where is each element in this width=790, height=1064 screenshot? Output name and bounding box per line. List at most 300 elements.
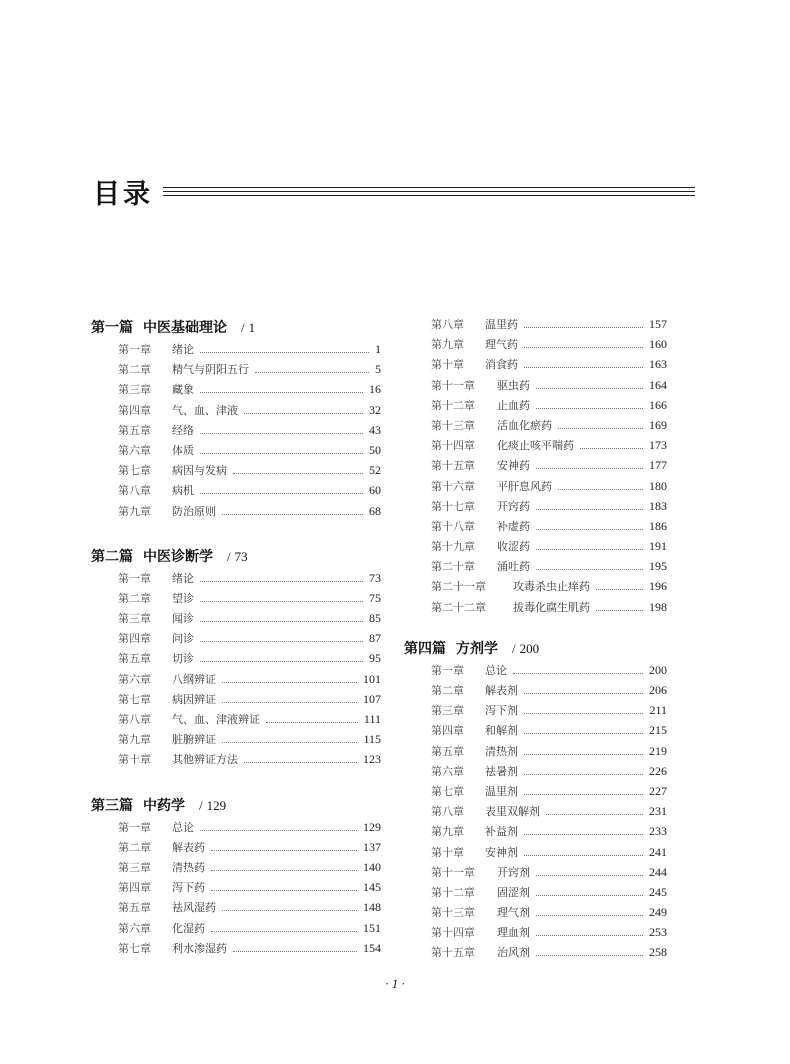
chapter-number: 第九章 <box>431 825 464 839</box>
toc-entry[interactable] <box>405 842 667 862</box>
dot-leader <box>524 774 643 775</box>
chapter-title: 清热剂 <box>485 744 518 758</box>
chapter-title: 活血化瘀药 <box>497 418 552 432</box>
chapter-number: 第十四章 <box>431 926 475 940</box>
dot-leader <box>558 428 643 429</box>
page-ref: 241 <box>649 844 667 859</box>
dot-leader <box>536 408 643 409</box>
page-ref: 177 <box>649 458 667 473</box>
toc-entry[interactable] <box>405 862 667 882</box>
page-ref: 85 <box>369 611 381 626</box>
dot-leader <box>596 589 643 590</box>
dot-leader <box>200 641 363 642</box>
chapter-title: 祛暑剂 <box>485 764 518 778</box>
chapter-number: 第十一章 <box>431 865 475 879</box>
dot-leader <box>244 762 357 763</box>
part-heading[interactable] <box>404 639 667 659</box>
dot-leader <box>524 794 643 795</box>
toc-entry[interactable] <box>405 597 667 617</box>
dot-leader <box>536 549 643 550</box>
chapter-number: 第九章 <box>431 338 464 352</box>
page-ref: 227 <box>649 783 667 798</box>
page-ref: 129 <box>363 819 381 834</box>
dot-leader <box>222 514 363 515</box>
dot-leader <box>255 372 369 373</box>
page-ref: 52 <box>369 463 381 478</box>
chapter-title: 开窍剂 <box>497 865 530 879</box>
part-page-ref: 129 <box>206 797 227 813</box>
dot-leader <box>200 453 363 454</box>
page-ref: 191 <box>649 539 667 554</box>
toc-entry[interactable] <box>405 395 667 415</box>
dot-leader <box>536 468 643 469</box>
toc-entry[interactable] <box>91 689 381 709</box>
chapter-number: 第十三章 <box>431 418 475 432</box>
chapter-title: 绪论 <box>172 343 194 356</box>
page-ref: 16 <box>369 382 381 397</box>
chapter-number: 第七章 <box>118 464 151 478</box>
page-ref: 163 <box>649 357 667 372</box>
dot-leader <box>200 601 363 602</box>
page-ref: 219 <box>649 743 667 758</box>
chapter-number: 第十三章 <box>431 906 475 920</box>
dot-leader <box>536 509 643 510</box>
toc-entry[interactable] <box>405 801 667 821</box>
dot-leader <box>513 673 643 674</box>
chapter-number: 第十五章 <box>431 946 475 960</box>
chapter-title: 总论 <box>485 663 507 677</box>
chapter-title: 八纲辨证 <box>172 672 216 686</box>
dot-leader <box>536 388 643 389</box>
chapter-title: 理血剂 <box>497 926 530 940</box>
toc-entry[interactable] <box>91 420 381 440</box>
page-ref: 60 <box>369 483 381 498</box>
chapter-number: 第十二章 <box>431 398 475 412</box>
chapter-title: 表里双解剂 <box>485 805 540 819</box>
page-ref: 226 <box>649 763 667 778</box>
chapter-title: 望诊 <box>172 591 194 605</box>
chapter-number: 第十六章 <box>431 479 475 493</box>
part-heading[interactable] <box>91 318 381 338</box>
dot-leader <box>200 352 369 353</box>
chapter-title: 和解剂 <box>485 724 518 738</box>
chapter-title: 涌吐药 <box>497 560 530 574</box>
chapter-title: 理气剂 <box>497 906 530 920</box>
chapter-list <box>91 339 381 521</box>
dot-leader <box>558 489 643 490</box>
chapter-title: 治风剂 <box>497 946 530 960</box>
part-title: 中医诊断学 <box>143 549 213 565</box>
page-ref: 258 <box>649 945 667 960</box>
toc-entry[interactable] <box>91 709 381 729</box>
page-ref: 151 <box>363 920 381 935</box>
chapter-number: 第三章 <box>118 612 151 626</box>
toc-entry[interactable] <box>91 588 381 608</box>
chapter-title: 化痰止咳平喘药 <box>497 439 574 453</box>
dot-leader <box>524 327 643 328</box>
chapter-number: 第十章 <box>431 845 464 859</box>
chapter-title: 平肝息风药 <box>497 479 552 493</box>
chapter-number: 第三章 <box>118 383 151 397</box>
chapter-title: 清热药 <box>172 860 205 874</box>
chapter-title: 气、血、津液辨证 <box>172 713 260 726</box>
page-ref: 137 <box>363 839 381 854</box>
page-ref: 186 <box>649 518 667 533</box>
toc-entry[interactable] <box>91 749 381 769</box>
dot-leader <box>211 850 357 851</box>
toc-entry[interactable] <box>405 821 667 841</box>
chapter-number: 第三章 <box>431 704 464 718</box>
chapter-title: 拔毒化腐生肌药 <box>513 600 590 614</box>
chapter-title: 攻毒杀虫止痒药 <box>513 580 590 594</box>
toc-entry[interactable] <box>91 339 381 359</box>
toc-entry[interactable] <box>405 415 667 435</box>
chapter-number: 第八章 <box>431 805 464 819</box>
chapter-number: 第七章 <box>431 784 464 798</box>
toc-entry[interactable] <box>91 568 381 588</box>
chapter-number: 第八章 <box>431 318 464 331</box>
toc-entry[interactable] <box>91 938 381 958</box>
page-ref: 68 <box>369 503 381 518</box>
part-number: 第三篇 <box>91 798 133 814</box>
toc-entry[interactable] <box>91 877 381 897</box>
chapter-title: 利水渗湿药 <box>172 941 227 955</box>
page-ref: 115 <box>363 732 381 747</box>
chapter-number: 第九章 <box>118 733 151 747</box>
chapter-number: 第六章 <box>431 764 464 778</box>
dot-leader <box>266 722 358 723</box>
chapter-title: 脏腑辨证 <box>172 733 216 747</box>
page-ref: 140 <box>363 859 381 874</box>
toc-entry[interactable] <box>91 669 381 689</box>
toc-entry[interactable] <box>91 440 381 460</box>
dot-leader <box>524 693 643 694</box>
page-ref: 1 <box>375 342 381 356</box>
page-ref: 148 <box>363 900 381 915</box>
chapter-number: 第十八章 <box>431 519 475 533</box>
chapter-title: 固涩剂 <box>497 885 530 899</box>
chapter-title: 总论 <box>172 820 194 834</box>
chapter-number: 第十五章 <box>431 459 475 473</box>
chapter-number: 第六章 <box>118 443 151 457</box>
dot-leader <box>211 931 357 932</box>
toc-entry[interactable] <box>91 918 381 938</box>
page-ref: 183 <box>649 498 667 513</box>
chapter-list <box>91 817 381 958</box>
chapter-number: 第一章 <box>431 663 464 677</box>
chapter-number: 第四章 <box>118 881 151 895</box>
chapter-number: 第四章 <box>431 724 464 738</box>
page-ref: 87 <box>369 631 381 646</box>
dot-leader <box>536 569 643 570</box>
chapter-title: 补虚药 <box>497 519 530 533</box>
chapter-title: 安神剂 <box>485 845 518 859</box>
part-heading[interactable] <box>91 796 381 816</box>
dot-leader <box>233 473 363 474</box>
dot-leader <box>222 682 357 683</box>
toc-entry[interactable] <box>405 516 667 536</box>
toc-entry[interactable] <box>91 648 381 668</box>
dot-leader <box>233 951 357 952</box>
toc-entry[interactable] <box>405 761 667 781</box>
chapter-number: 第一章 <box>118 343 151 356</box>
dot-leader <box>596 610 643 611</box>
toc-entry[interactable] <box>91 729 381 749</box>
chapter-title: 解表剂 <box>485 684 518 697</box>
chapter-title: 问诊 <box>172 632 194 646</box>
page-ref: 245 <box>649 884 667 899</box>
part-page-ref: 1 <box>248 320 256 335</box>
chapter-number: 第二章 <box>118 840 151 854</box>
chapter-title: 病因与发病 <box>172 464 227 478</box>
chapter-number: 第二章 <box>118 363 151 377</box>
chapter-title: 理气药 <box>485 338 518 352</box>
page-slash: / <box>512 640 516 656</box>
dot-leader <box>524 855 643 856</box>
chapter-title: 解表药 <box>172 840 205 854</box>
page-ref: 196 <box>649 579 667 594</box>
chapter-number: 第六章 <box>118 921 151 935</box>
dot-leader <box>524 347 643 348</box>
chapter-list <box>91 568 381 770</box>
dot-leader <box>580 448 643 449</box>
dot-leader <box>524 713 643 714</box>
dot-leader <box>536 935 643 936</box>
dot-leader <box>524 367 643 368</box>
dot-leader <box>200 621 363 622</box>
chapter-number: 第七章 <box>118 692 151 706</box>
toc-entry[interactable] <box>405 720 667 740</box>
page-ref: 206 <box>649 683 667 697</box>
chapter-number: 第二十二章 <box>431 600 486 614</box>
dot-leader <box>200 433 363 434</box>
toc-entry[interactable] <box>405 922 667 942</box>
chapter-title: 藏象 <box>172 383 194 397</box>
page-ref: 180 <box>649 478 667 493</box>
toc-entry[interactable] <box>91 460 381 480</box>
toc-entry[interactable] <box>405 781 667 801</box>
toc-entry[interactable] <box>405 902 667 922</box>
page-ref: 164 <box>649 377 667 392</box>
toc-entry[interactable] <box>91 400 381 420</box>
toc-entry[interactable] <box>91 359 381 379</box>
chapter-number: 第八章 <box>118 713 151 726</box>
page-ref: 107 <box>363 691 381 706</box>
chapter-title: 收涩药 <box>497 540 530 554</box>
toc-entry[interactable] <box>91 817 381 837</box>
toc-left-column <box>91 318 381 958</box>
chapter-number: 第二章 <box>431 684 464 697</box>
chapter-title: 驱虫药 <box>497 378 530 392</box>
chapter-number: 第一章 <box>118 571 151 585</box>
chapter-number: 第五章 <box>118 652 151 666</box>
chapter-number: 第一章 <box>118 820 151 834</box>
chapter-title: 绪论 <box>172 571 194 585</box>
toc-entry[interactable] <box>91 857 381 877</box>
dot-leader <box>524 733 643 734</box>
dot-leader <box>211 870 357 871</box>
chapter-number: 第六章 <box>118 672 151 686</box>
page-ref: 95 <box>369 651 381 666</box>
page-ref: 211 <box>649 703 667 718</box>
dot-leader <box>536 955 643 956</box>
chapter-number: 第二十章 <box>431 560 475 574</box>
chapter-title: 防治原则 <box>172 504 216 518</box>
chapter-list <box>405 314 667 617</box>
part-page-ref: 73 <box>234 548 248 564</box>
toc-entry[interactable] <box>405 354 667 374</box>
page-slash: / <box>199 797 203 813</box>
toc-entry[interactable] <box>405 942 667 962</box>
page-ref: 123 <box>363 752 381 767</box>
toc-entry[interactable] <box>405 700 667 720</box>
dot-leader <box>536 895 643 896</box>
page-ref: 101 <box>363 671 381 686</box>
page-ref: 43 <box>369 422 381 437</box>
page-ref: 173 <box>649 438 667 453</box>
chapter-title: 病机 <box>172 484 194 498</box>
chapter-title: 精气与阴阳五行 <box>172 363 249 377</box>
chapter-number: 第五章 <box>431 744 464 758</box>
toc-entry[interactable] <box>405 455 667 475</box>
toc-entry[interactable] <box>91 628 381 648</box>
toc-entry[interactable] <box>91 837 381 857</box>
chapter-title: 祛风湿药 <box>172 901 216 915</box>
page-ref: 111 <box>363 712 381 726</box>
toc-entry[interactable] <box>91 501 381 521</box>
chapter-number: 第四章 <box>118 403 151 417</box>
title-rule <box>163 191 695 192</box>
chapter-title: 其他辨证方法 <box>172 753 238 767</box>
chapter-title: 补益剂 <box>485 825 518 839</box>
toc-entry[interactable] <box>405 375 667 395</box>
part-number: 第二篇 <box>91 549 133 565</box>
page-number: · 1 · <box>385 976 405 991</box>
part-number: 第四篇 <box>404 641 446 657</box>
toc-entry[interactable] <box>405 314 667 334</box>
chapter-title: 经络 <box>172 423 194 437</box>
chapter-number: 第七章 <box>118 941 151 955</box>
chapter-number: 第十七章 <box>431 499 475 513</box>
toc-entry[interactable] <box>91 480 381 500</box>
toc-header <box>93 172 695 212</box>
chapter-number: 第二章 <box>118 591 151 605</box>
chapter-title: 开窍药 <box>497 499 530 513</box>
page-ref: 233 <box>649 824 667 839</box>
chapter-number: 第十一章 <box>431 378 475 392</box>
chapter-title: 体质 <box>172 443 194 457</box>
chapter-title: 消食药 <box>485 358 518 372</box>
chapter-title: 安神药 <box>497 459 530 473</box>
page-ref: 249 <box>649 905 667 920</box>
page-ref: 73 <box>369 570 381 585</box>
dot-leader <box>211 890 357 891</box>
toc-entry[interactable] <box>405 576 667 596</box>
dot-leader <box>536 875 643 876</box>
chapter-title: 闻诊 <box>172 612 194 626</box>
toc-entry[interactable] <box>405 334 667 354</box>
part-number: 第一篇 <box>91 321 133 336</box>
toc-entry[interactable] <box>91 379 381 399</box>
chapter-number: 第九章 <box>118 504 151 518</box>
chapter-number: 第三章 <box>118 860 151 874</box>
dot-leader <box>222 742 357 743</box>
page-ref: 154 <box>363 940 381 955</box>
chapter-title: 病因辨证 <box>172 692 216 706</box>
page-ref: 145 <box>363 880 381 895</box>
toc-entry[interactable] <box>91 897 381 917</box>
page-ref: 215 <box>649 723 667 738</box>
part-title: 中医基础理论 <box>143 321 227 336</box>
title-rule <box>163 195 695 196</box>
chapter-title: 泻下剂 <box>485 704 518 718</box>
toc-entry[interactable] <box>405 741 667 761</box>
chapter-number: 第十九章 <box>431 540 475 554</box>
chapter-number: 第十章 <box>118 753 151 767</box>
page-ref: 244 <box>649 864 667 879</box>
toc-entry[interactable] <box>405 556 667 576</box>
page-ref: 166 <box>649 397 667 412</box>
page-ref: 200 <box>649 662 667 677</box>
dot-leader <box>200 493 363 494</box>
page-slash: / <box>227 548 231 564</box>
dot-leader <box>536 529 643 530</box>
page-ref: 75 <box>369 590 381 605</box>
chapter-number: 第八章 <box>118 484 151 498</box>
chapter-title: 泻下药 <box>172 881 205 895</box>
toc-entry[interactable] <box>405 496 667 516</box>
dot-leader <box>222 910 357 911</box>
toc-right-column <box>405 314 667 963</box>
page-ref: 169 <box>649 417 667 432</box>
page-ref: 160 <box>649 337 667 352</box>
toc-entry[interactable] <box>405 476 667 496</box>
chapter-title: 切诊 <box>172 652 194 666</box>
page-ref: 32 <box>369 402 381 417</box>
chapter-number: 第十章 <box>431 358 464 372</box>
dot-leader <box>524 754 643 755</box>
toc-entry[interactable] <box>405 536 667 556</box>
part-heading[interactable] <box>91 547 381 567</box>
toc-entry[interactable] <box>405 680 667 700</box>
chapter-title: 温里剂 <box>485 784 518 798</box>
toc-entry[interactable] <box>405 435 667 455</box>
dot-leader <box>244 413 363 414</box>
chapter-title: 化湿药 <box>172 921 205 935</box>
chapter-number: 第十四章 <box>431 439 475 453</box>
chapter-title: 气、血、津液 <box>172 403 238 417</box>
dot-leader <box>200 661 363 662</box>
page-ref: 5 <box>375 362 381 377</box>
page-slash: / <box>241 320 245 335</box>
chapter-number: 第二十一章 <box>431 580 486 594</box>
title-rule <box>163 187 695 188</box>
page-title: 目录 <box>93 179 153 210</box>
chapter-number: 第十二章 <box>431 885 475 899</box>
page-ref: 231 <box>649 804 667 819</box>
page-ref: 195 <box>649 559 667 574</box>
toc-entry[interactable] <box>91 608 381 628</box>
part-title: 方剂学 <box>456 641 498 657</box>
chapter-list <box>405 660 667 963</box>
page-ref: 253 <box>649 925 667 940</box>
chapter-title: 温里药 <box>485 318 518 331</box>
toc-entry[interactable] <box>405 660 667 680</box>
part-page-ref: 200 <box>519 640 540 656</box>
dot-leader <box>200 830 357 831</box>
page-ref: 157 <box>649 317 667 331</box>
toc-entry[interactable] <box>405 882 667 902</box>
